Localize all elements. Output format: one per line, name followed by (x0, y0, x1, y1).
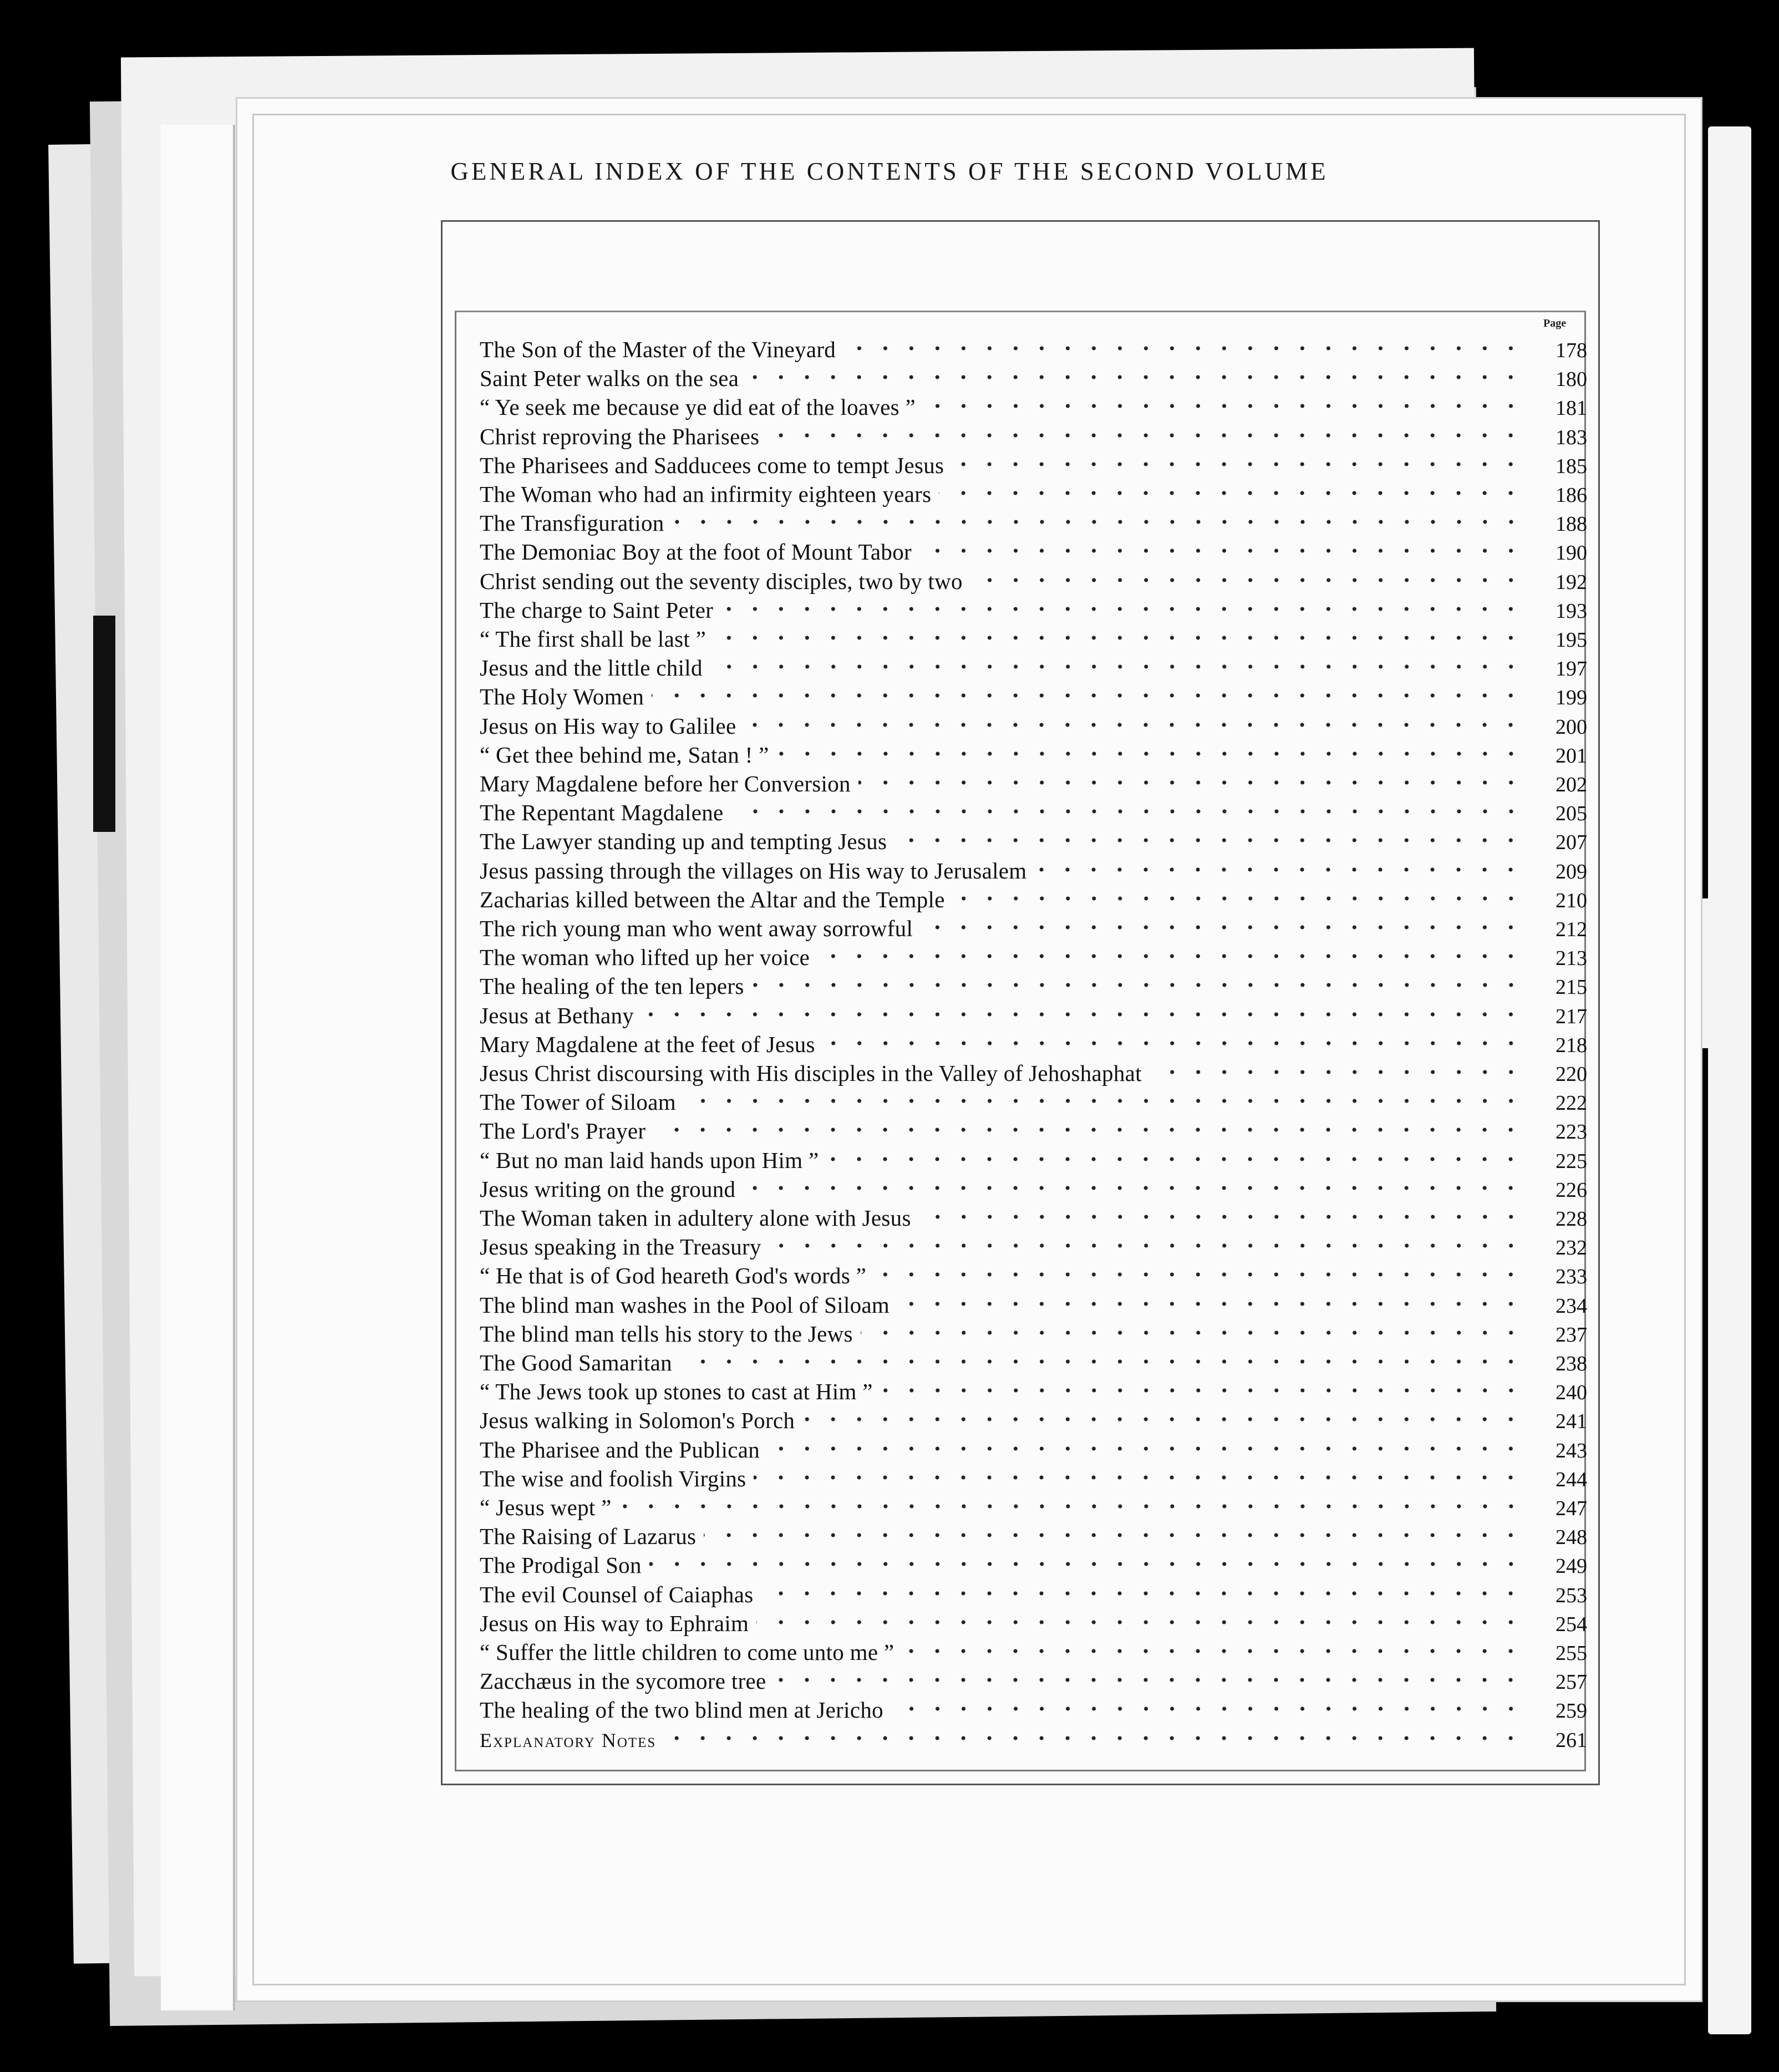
entry-page-number: 201 (1556, 744, 1587, 768)
entry-page-number: 259 (1556, 1699, 1587, 1723)
dot-leader (672, 511, 1524, 533)
index-entry (480, 798, 1587, 826)
index-entry (480, 1261, 1587, 1289)
index-entry (480, 856, 1587, 884)
entry-title: “ Ye seek me because ye did eat of the loaves ” (480, 394, 916, 420)
dot-leader (649, 1553, 1524, 1575)
page-gutter (161, 125, 235, 2010)
entry-page-number: 218 (1556, 1034, 1587, 1057)
dot-leader (774, 1669, 1524, 1691)
index-entry (480, 1203, 1587, 1231)
index-entry (480, 624, 1587, 652)
entry-page-number: 237 (1556, 1323, 1587, 1347)
index-entry (480, 914, 1587, 942)
entry-page-number: 210 (1556, 889, 1587, 912)
dot-leader (752, 974, 1524, 996)
entry-page-number: 222 (1556, 1091, 1587, 1115)
dot-leader (721, 598, 1524, 620)
dot-leader (710, 656, 1524, 678)
entry-page-number: 249 (1556, 1555, 1587, 1578)
index-entry (480, 1695, 1587, 1723)
dot-leader (754, 1466, 1524, 1489)
entry-title: Jesus and the little child (480, 655, 703, 680)
entry-page-number: 257 (1556, 1670, 1587, 1694)
entry-page-number: 248 (1556, 1526, 1587, 1549)
adjacent-leaf (1708, 126, 1751, 2034)
entry-page-number: 197 (1556, 657, 1587, 680)
dot-leader (970, 569, 1524, 591)
dot-leader (843, 337, 1524, 359)
entry-page-number: 202 (1556, 773, 1587, 796)
entry-page-number: 223 (1556, 1120, 1587, 1144)
index-entry (480, 537, 1587, 565)
index-entry (480, 1232, 1587, 1260)
index-entry (480, 1291, 1587, 1318)
index-entry (480, 682, 1587, 710)
index-entry (480, 943, 1587, 971)
dot-leader (756, 1611, 1524, 1633)
entry-page-number: 212 (1556, 918, 1587, 941)
index-entry (480, 1435, 1587, 1463)
index-entry (480, 364, 1587, 392)
entry-title: Mary Magdalene before her Conversion (480, 771, 851, 796)
index-entry (480, 1059, 1587, 1086)
dot-leader (894, 829, 1524, 851)
entry-page-number: 225 (1556, 1150, 1587, 1173)
index-entry (480, 885, 1587, 913)
entry-title: The charge to Saint Peter (480, 597, 714, 623)
entry-title: The Tower of Siloam (480, 1089, 676, 1115)
entry-title: “ The first shall be last ” (480, 626, 706, 652)
entry-page-number: 234 (1556, 1294, 1587, 1318)
entry-title: The Good Samaritan (480, 1350, 672, 1375)
entry-title: Zacchæus in the sycomore tree (480, 1668, 766, 1694)
dot-leader (802, 1408, 1524, 1430)
entry-title: Mary Magdalene at the feet of Jesus (480, 1032, 815, 1057)
entry-page-number: 243 (1556, 1439, 1587, 1462)
entry-page-number: 205 (1556, 802, 1587, 825)
dot-leader (919, 1206, 1524, 1228)
dot-leader (767, 1438, 1524, 1460)
entry-title: Jesus at Bethany (480, 1003, 634, 1028)
dot-leader (714, 627, 1524, 649)
dot-leader (952, 453, 1524, 475)
entry-title: Christ sending out the seventy disciples, two by two (480, 568, 963, 594)
entry-title: “ Get thee behind me, Satan ! ” (480, 742, 769, 768)
entry-title: The Son of the Master of the Vineyard (480, 337, 836, 362)
index-entry (480, 1406, 1587, 1434)
dot-leader (817, 945, 1524, 967)
index-entry (480, 1377, 1587, 1405)
entry-page-number: 186 (1556, 484, 1587, 507)
index-entry (480, 1001, 1587, 1029)
dot-leader (680, 1350, 1524, 1373)
entry-title: The Prodigal Son (480, 1552, 642, 1578)
binding-tab (93, 616, 115, 832)
entry-title: The Holy Women (480, 684, 644, 709)
entry-page-number: 209 (1556, 860, 1587, 883)
entry-title: The Lord's Prayer (480, 1118, 646, 1144)
index-entry (480, 422, 1587, 450)
dot-leader (744, 714, 1524, 736)
entry-page-number: 185 (1556, 455, 1587, 478)
entry-title: The Woman who had an infirmity eighteen years (480, 481, 932, 507)
index-entry (480, 567, 1587, 595)
dot-leader (704, 1524, 1524, 1546)
entry-page-number: 200 (1556, 715, 1587, 739)
entry-page-number: 254 (1556, 1613, 1587, 1636)
entry-page-number: 255 (1556, 1642, 1587, 1665)
dot-leader (953, 887, 1524, 910)
entry-title: The blind man tells his story to the Jews (480, 1321, 853, 1347)
dot-leader (761, 1582, 1524, 1604)
entry-title: Jesus on His way to Galilee (480, 713, 736, 739)
dot-leader (746, 366, 1524, 388)
entry-title: The Repentant Magdalene (480, 800, 724, 825)
entry-page-number: 195 (1556, 628, 1587, 652)
entry-page-number: 180 (1556, 368, 1587, 391)
index-entry (480, 653, 1587, 681)
dot-leader (861, 1322, 1524, 1344)
dot-leader (684, 1090, 1524, 1112)
index-entry (480, 1319, 1587, 1347)
entry-title: The Lawyer standing up and tempting Jesus (480, 829, 887, 854)
entry-page-number: 261 (1556, 1729, 1587, 1752)
index-title: GENERAL INDEX OF THE CONTENTS OF THE SECOND VOLUME (450, 158, 1329, 185)
index-entry (480, 1088, 1587, 1115)
entry-title: The healing of the two blind men at Jericho (480, 1697, 883, 1723)
entry-page-number: 217 (1556, 1005, 1587, 1028)
entry-title: The Transfiguration (480, 510, 664, 536)
entry-page-number: 228 (1556, 1207, 1587, 1231)
index-entry (480, 1146, 1587, 1174)
index-entry (480, 1580, 1587, 1608)
entry-page-number: 193 (1556, 600, 1587, 623)
entry-page-number: 241 (1556, 1410, 1587, 1433)
entry-page-number: 178 (1556, 339, 1587, 362)
index-entry (480, 769, 1587, 797)
index-entry (480, 712, 1587, 739)
dot-leader (919, 540, 1524, 562)
entry-page-number: 213 (1556, 947, 1587, 970)
entry-page-number: 199 (1556, 686, 1587, 709)
index-entry (480, 393, 1587, 420)
index-entry (480, 509, 1587, 536)
entry-page-number: 247 (1556, 1497, 1587, 1520)
index-entry (480, 451, 1587, 479)
entry-page-number: 233 (1556, 1265, 1587, 1288)
entry-title: Zacharias killed between the Altar and the Temple (480, 887, 945, 912)
index-entry (480, 1175, 1587, 1202)
dot-leader (891, 1698, 1524, 1720)
index-entry (480, 1638, 1587, 1665)
entry-page-number: 226 (1556, 1179, 1587, 1202)
entry-title: Jesus passing through the villages on His way to Jerusalem (480, 858, 1027, 883)
entry-title: “ But no man laid hands upon Him ” (480, 1147, 819, 1173)
index-entry (480, 827, 1587, 855)
dot-leader (823, 1032, 1524, 1054)
entry-page-number: 188 (1556, 512, 1587, 536)
entry-page-number: 207 (1556, 831, 1587, 854)
index-entry (480, 740, 1587, 768)
entry-title: Christ reproving the Pharisees (480, 424, 760, 449)
dot-leader (743, 1177, 1524, 1199)
entry-title: “ The Jews took up stones to cast at Him ” (480, 1379, 873, 1404)
entry-title: The Raising of Lazarus (480, 1523, 697, 1549)
entry-page-number: 220 (1556, 1063, 1587, 1086)
index-entry (480, 1551, 1587, 1578)
dot-leader (826, 1148, 1524, 1170)
entry-title: The Demoniac Boy at the foot of Mount Tabor (480, 539, 912, 565)
dot-leader (769, 1235, 1524, 1257)
index-entry (480, 1522, 1587, 1550)
dot-leader (902, 1640, 1524, 1662)
entry-page-number: 181 (1556, 397, 1587, 420)
entry-page-number: 240 (1556, 1381, 1587, 1404)
entry-title: Jesus on His way to Ephraim (480, 1611, 749, 1636)
entry-title: Jesus Christ discoursing with His disciples in the Valley of Jehoshaphat (480, 1060, 1142, 1086)
entry-title: The Pharisee and the Publican (480, 1437, 760, 1462)
index-entry (480, 1348, 1587, 1376)
entry-page-number: 183 (1556, 426, 1587, 449)
entry-page-number: 215 (1556, 976, 1587, 999)
dot-leader (664, 1727, 1524, 1749)
entry-title: “ Suffer the little children to come unto me ” (480, 1639, 894, 1665)
index-entry (480, 1493, 1587, 1521)
dot-leader (939, 482, 1524, 504)
index-entry (480, 1667, 1587, 1694)
index-entry (480, 596, 1587, 623)
entry-page-number: 244 (1556, 1468, 1587, 1491)
entry-page-number: 238 (1556, 1352, 1587, 1375)
dot-leader (731, 800, 1524, 822)
entry-title: Explanatory Notes (480, 1729, 657, 1751)
index-entry (480, 1030, 1587, 1058)
entry-title: The Woman taken in adultery alone with Jesus (480, 1205, 911, 1231)
entry-page-number: 192 (1556, 571, 1587, 594)
index-entry (480, 972, 1587, 999)
dot-leader (652, 684, 1524, 707)
entry-title: Jesus speaking in the Treasury (480, 1234, 761, 1260)
dot-leader (874, 1263, 1524, 1286)
index-entry (480, 335, 1587, 363)
dot-leader (1034, 859, 1524, 881)
index-entry (480, 480, 1587, 507)
dot-leader (858, 771, 1524, 794)
entry-title: The healing of the ten lepers (480, 973, 744, 999)
entry-title: The blind man washes in the Pool of Siloam (480, 1292, 890, 1318)
entry-title: The rich young man who went away sorrowful (480, 916, 913, 941)
entry-title: “ He that is of God heareth God's words ” (480, 1263, 867, 1288)
entry-title: Saint Peter walks on the sea (480, 365, 739, 391)
dot-leader (642, 1003, 1524, 1025)
index-entry (480, 1464, 1587, 1492)
dot-leader (897, 1293, 1524, 1315)
dot-leader (767, 424, 1524, 446)
dot-leader (881, 1379, 1524, 1401)
entry-title: The wise and foolish Virgins (480, 1466, 746, 1491)
entry-page-number: 190 (1556, 541, 1587, 565)
entry-title: Jesus writing on the ground (480, 1176, 736, 1202)
entry-title: The woman who lifted up her voice (480, 944, 810, 970)
index-entry (480, 1725, 1587, 1753)
entry-title: “ Jesus wept ” (480, 1495, 612, 1520)
dot-leader (653, 1119, 1524, 1141)
page-column-label: Page (1543, 317, 1567, 329)
entry-title: The Pharisees and Sadducees come to tempt Jesus (480, 453, 944, 478)
index-entry (480, 1609, 1587, 1637)
entry-page-number: 253 (1556, 1584, 1587, 1607)
dot-leader (619, 1495, 1524, 1517)
index-entry (480, 1116, 1587, 1144)
entry-page-number: 232 (1556, 1236, 1587, 1260)
dot-leader (921, 916, 1524, 938)
dot-leader (1150, 1061, 1524, 1083)
entry-title: Jesus walking in Solomon's Porch (480, 1408, 795, 1433)
dot-leader (923, 395, 1524, 417)
entry-title: The evil Counsel of Caiaphas (480, 1582, 754, 1607)
dot-leader (777, 743, 1524, 765)
